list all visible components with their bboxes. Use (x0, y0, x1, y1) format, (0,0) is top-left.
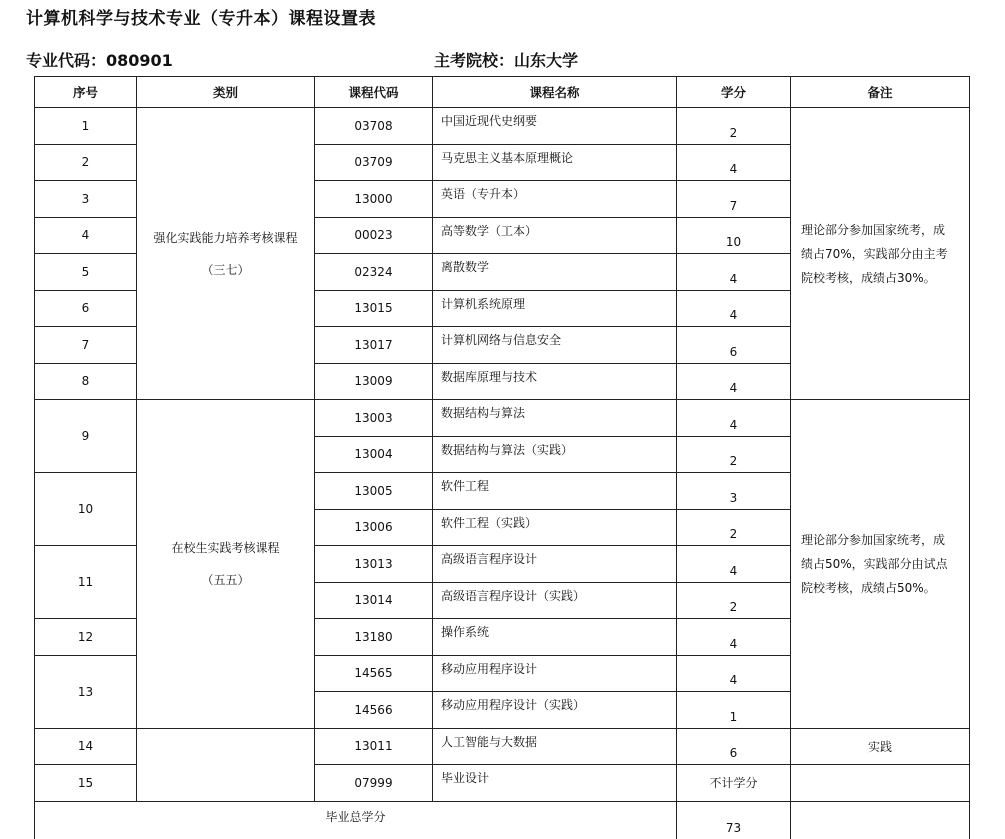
category-cell-empty (137, 728, 315, 801)
table-row (35, 728, 970, 765)
credit-cell: 4 (677, 254, 791, 291)
credit-cell: 3 (677, 473, 791, 510)
category-line: 强化实践能力培养考核课程 (153, 230, 298, 245)
code-cell: 13009 (315, 363, 433, 400)
name-cell: 软件工程 (433, 473, 677, 510)
credit-cell: 2 (677, 509, 791, 546)
course-table (34, 76, 970, 839)
credit-cell: 4 (677, 546, 791, 583)
credit-cell: 2 (677, 108, 791, 145)
note-line: 理论部分参加国家统考，成 (801, 532, 946, 547)
category-cell (137, 400, 315, 729)
name-cell: 数据结构与算法 (433, 400, 677, 437)
header-name: 课程名称 (433, 77, 677, 108)
seq-cell: 5 (35, 254, 137, 291)
seq-cell: 3 (35, 181, 137, 218)
total-note-empty (791, 801, 970, 839)
name-cell: 计算机网络与信息安全 (433, 327, 677, 364)
name-cell: 计算机系统原理 (433, 290, 677, 327)
code-cell: 13011 (315, 728, 433, 765)
name-cell: 移动应用程序设计（实践） (433, 692, 677, 729)
code-cell: 07999 (315, 765, 433, 802)
credit-cell: 4 (677, 290, 791, 327)
note-cell (791, 108, 970, 400)
code-cell: 02324 (315, 254, 433, 291)
credit-cell: 4 (677, 144, 791, 181)
header-credit: 学分 (677, 77, 791, 108)
credit-cell: 6 (677, 327, 791, 364)
category-line: （五五） (201, 572, 250, 587)
seq-cell: 4 (35, 217, 137, 254)
note-line: 绩占70%，实践部分由主考 (801, 246, 948, 261)
code-cell: 13180 (315, 619, 433, 656)
major-code: 专业代码：080901 (26, 51, 173, 70)
code-cell: 00023 (315, 217, 433, 254)
credit-cell: 4 (677, 400, 791, 437)
exam-school: 主考院校：山东大学 (434, 51, 579, 70)
note-line: 院校考核，成绩占30%。 (801, 270, 936, 285)
header-category: 类别 (137, 77, 315, 108)
seq-cell: 7 (35, 327, 137, 364)
credit-cell: 1 (677, 692, 791, 729)
table-row (35, 400, 970, 437)
total-value: 73 (677, 801, 791, 839)
code-cell: 13006 (315, 509, 433, 546)
table-row (35, 108, 970, 145)
code-cell: 13017 (315, 327, 433, 364)
code-cell: 13003 (315, 400, 433, 437)
name-cell: 高等数学（工本） (433, 217, 677, 254)
total-label: 毕业总学分 (35, 801, 677, 839)
code-cell: 03708 (315, 108, 433, 145)
credit-cell: 10 (677, 217, 791, 254)
note-line: 院校考核，成绩占50%。 (801, 580, 936, 595)
code-cell: 03709 (315, 144, 433, 181)
seq-cell: 15 (35, 765, 137, 802)
code-cell: 13005 (315, 473, 433, 510)
credit-cell: 4 (677, 619, 791, 656)
code-cell: 13015 (315, 290, 433, 327)
code-cell: 14566 (315, 692, 433, 729)
name-cell: 数据库原理与技术 (433, 363, 677, 400)
total-row (35, 801, 970, 839)
name-cell: 高级语言程序设计 (433, 546, 677, 583)
header-seq: 序号 (35, 77, 137, 108)
name-cell: 人工智能与大数据 (433, 728, 677, 765)
credit-cell: 2 (677, 436, 791, 473)
note-cell-empty (791, 765, 970, 802)
credit-cell: 4 (677, 655, 791, 692)
header-code: 课程代码 (315, 77, 433, 108)
code-cell: 13004 (315, 436, 433, 473)
seq-cell: 14 (35, 728, 137, 765)
name-cell: 软件工程（实践） (433, 509, 677, 546)
name-cell: 数据结构与算法（实践） (433, 436, 677, 473)
note-line: 绩占50%，实践部分由试点 (801, 556, 948, 571)
document-title: 计算机科学与技术专业（专升本）课程设置表 (26, 9, 376, 29)
name-cell: 英语（专升本） (433, 181, 677, 218)
category-line: 在校生实践考核课程 (171, 540, 280, 555)
note-cell (791, 400, 970, 729)
code-cell: 13014 (315, 582, 433, 619)
seq-cell: 13 (35, 655, 137, 728)
credit-cell: 4 (677, 363, 791, 400)
seq-cell: 12 (35, 619, 137, 656)
name-cell: 操作系统 (433, 619, 677, 656)
code-cell: 13013 (315, 546, 433, 583)
name-cell: 中国近现代史纲要 (433, 108, 677, 145)
name-cell: 移动应用程序设计 (433, 655, 677, 692)
name-cell: 离散数学 (433, 254, 677, 291)
seq-cell: 1 (35, 108, 137, 145)
code-cell: 13000 (315, 181, 433, 218)
header-note: 备注 (791, 77, 970, 108)
note-line: 理论部分参加国家统考，成 (801, 222, 946, 237)
seq-cell: 10 (35, 473, 137, 546)
credit-cell: 2 (677, 582, 791, 619)
code-cell: 14565 (315, 655, 433, 692)
credit-cell: 不计学分 (677, 765, 791, 802)
seq-cell: 6 (35, 290, 137, 327)
name-cell: 毕业设计 (433, 765, 677, 802)
seq-cell: 8 (35, 363, 137, 400)
credit-cell: 7 (677, 181, 791, 218)
category-line: （三七） (201, 262, 250, 277)
seq-cell: 2 (35, 144, 137, 181)
table-header-row (35, 77, 970, 108)
seq-cell: 11 (35, 546, 137, 619)
credit-cell: 6 (677, 728, 791, 765)
name-cell: 高级语言程序设计（实践） (433, 582, 677, 619)
seq-cell: 9 (35, 400, 137, 473)
category-cell (137, 108, 315, 400)
name-cell: 马克思主义基本原理概论 (433, 144, 677, 181)
note-cell: 实践 (791, 728, 970, 765)
